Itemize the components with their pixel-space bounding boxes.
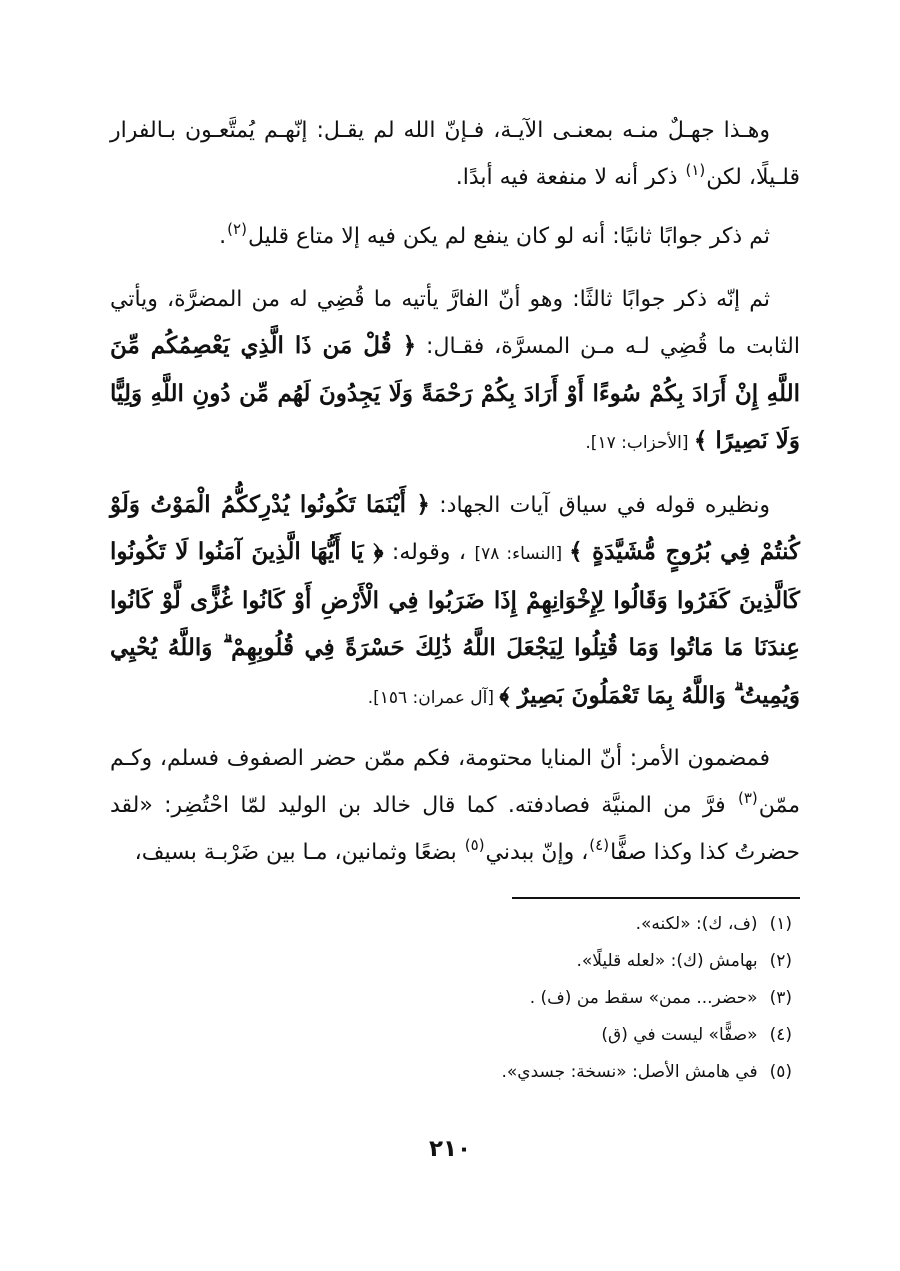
paragraph-1-part-a: وهـذا جهـلٌ منـه بمعنـى الآيـة، فـإنّ الله لم يقـل: إنّهـم يُمتَّعـون بـالفرار قلـيلًا، لكن: [110, 118, 800, 190]
footnote-3: [102, 980, 792, 1017]
footnote-ref-5[interactable]: (٥): [464, 836, 485, 854]
paragraph-2: [110, 214, 800, 262]
footnote-5: [102, 1054, 792, 1091]
footnote-4: [102, 1017, 792, 1054]
main-text: [110, 108, 800, 893]
quran-verse-nisa: ﴿ أَيْنَمَا تَكُونُوا يُدْرِككُّمُ الْمَوْتُ وَلَوْ كُنتُمْ فِي بُرُوجٍ مُّشَيَّدَةٍ ﴾: [110, 490, 801, 565]
footnote-2: [102, 943, 792, 980]
paragraph-5: [110, 736, 800, 878]
paragraph-1: [110, 108, 800, 202]
footnote-text: (ف، ك): «لكنه».: [635, 914, 758, 934]
paragraph-3-part-a: ثم إنّه ذكر جوابًا ثالثًا: وهو أنّ الفارَّ يأتيه ما قُضِي له من المضرَّة، ويأتي الثابت ما قُضِي لـه مـن المسرَّة، فقـال:: [110, 286, 800, 359]
footnotes-list: [102, 906, 792, 1091]
footnote-text: «صفًّا» ليست في (ق): [601, 1025, 758, 1045]
paragraph-5-part-a: فمضمون الأمر: أنّ المنايا محتومة، فكم ممّن حضر الصفوف فسلم، وكـم ممّن: [110, 746, 800, 818]
verse-reference-al-imran: [آل عمران: ١٥٦].: [367, 687, 500, 708]
footnote-number: (٥): [769, 1062, 792, 1082]
paragraph-2-part-b: .: [219, 224, 227, 249]
paragraph-5-part-d: بضعًا وثمانين، مـا بين ضَرْبـة بسيف،: [134, 840, 464, 865]
verse-reference-ahzab: [الأحزاب: ١٧].: [585, 433, 694, 453]
footnote-number: (٤): [769, 1025, 792, 1045]
paragraph-3: [110, 277, 800, 467]
paragraph-5-part-c: ، وإنّ ببدني: [485, 840, 589, 865]
quran-verse-al-imran: ﴿ يَا أَيُّهَا الَّذِينَ آمَنُوا لَا تَكُونُوا كَالَّذِينَ كَفَرُوا وَقَالُوا لِإِخْوَانِهِمْ إِذَا ضَرَبُوا فِي الْأَرْضِ أَوْ كَانُوا غُزًّى لَّوْ كَانُوا عِندَنَا مَا مَاتُوا وَمَا قُتِلُوا لِيَجْعَلَ اللَّهُ ذَٰلِكَ حَسْرَةً فِي قُلُوبِهِمْ ۗ وَاللَّهُ يُحْيِي وَيُمِيتُ ۗ وَاللَّهُ بِمَا تَعْمَلُونَ بَصِيرٌ ﴾: [110, 538, 800, 709]
footnote-ref-1[interactable]: (١): [685, 160, 706, 179]
verse-reference-nisa: [النساء: ٧٨]: [474, 544, 570, 564]
paragraph-2-part-a: ثم ذكر جوابًا ثانيًا: أنه لو كان ينفع لم يكن فيه إلا متاع قليل: [247, 224, 770, 249]
paragraph-4: [110, 482, 800, 722]
footnote-ref-3[interactable]: (٣): [737, 788, 758, 807]
page-number: ٢١٠: [428, 1136, 472, 1162]
footnote-ref-4[interactable]: (٤): [589, 836, 610, 854]
footnote-text: «حضر... ممن» سقط من (ف) .: [529, 988, 758, 1008]
paragraph-4-part-a: ونظيره قوله في سياق آيات الجهاد:: [429, 492, 770, 518]
footnote-number: (١): [769, 914, 792, 934]
footnote-text: بهامش (ك): «لعله قليلًا».: [576, 951, 758, 971]
footnote-ref-2[interactable]: (٢): [227, 220, 247, 238]
quran-verse-ahzab: ﴿ قُلْ مَن ذَا الَّذِي يَعْصِمُكُم مِّنَ اللَّهِ إِنْ أَرَادَ بِكُمْ سُوءًا أَوْ أَرَادَ بِكُمْ رَحْمَةً وَلَا يَجِدُونَ لَهُم مِّن دُونِ اللَّهِ وَلِيًّا وَلَا نَصِيرًا ﴾: [110, 332, 800, 454]
footnote-separator: [512, 897, 800, 899]
paragraph-4-part-b: ، وقوله:: [383, 540, 475, 565]
footnote-1: [102, 906, 792, 943]
footnote-number: (٢): [769, 951, 792, 971]
footnote-text: في هامش الأصل: «نسخة: جسدي».: [501, 1062, 758, 1082]
paragraph-1-part-b: ذكر أنه لا منفعة فيه أبدًا.: [455, 164, 685, 190]
footnote-number: (٣): [769, 988, 792, 1008]
paragraph-5-part-b: فرَّ من المنيَّة فصادفته. كما قال خالد بن الوليد لمّا احْتُضِر: «لقد حضرتُ كذا وكذا صفًّا: [110, 792, 800, 865]
